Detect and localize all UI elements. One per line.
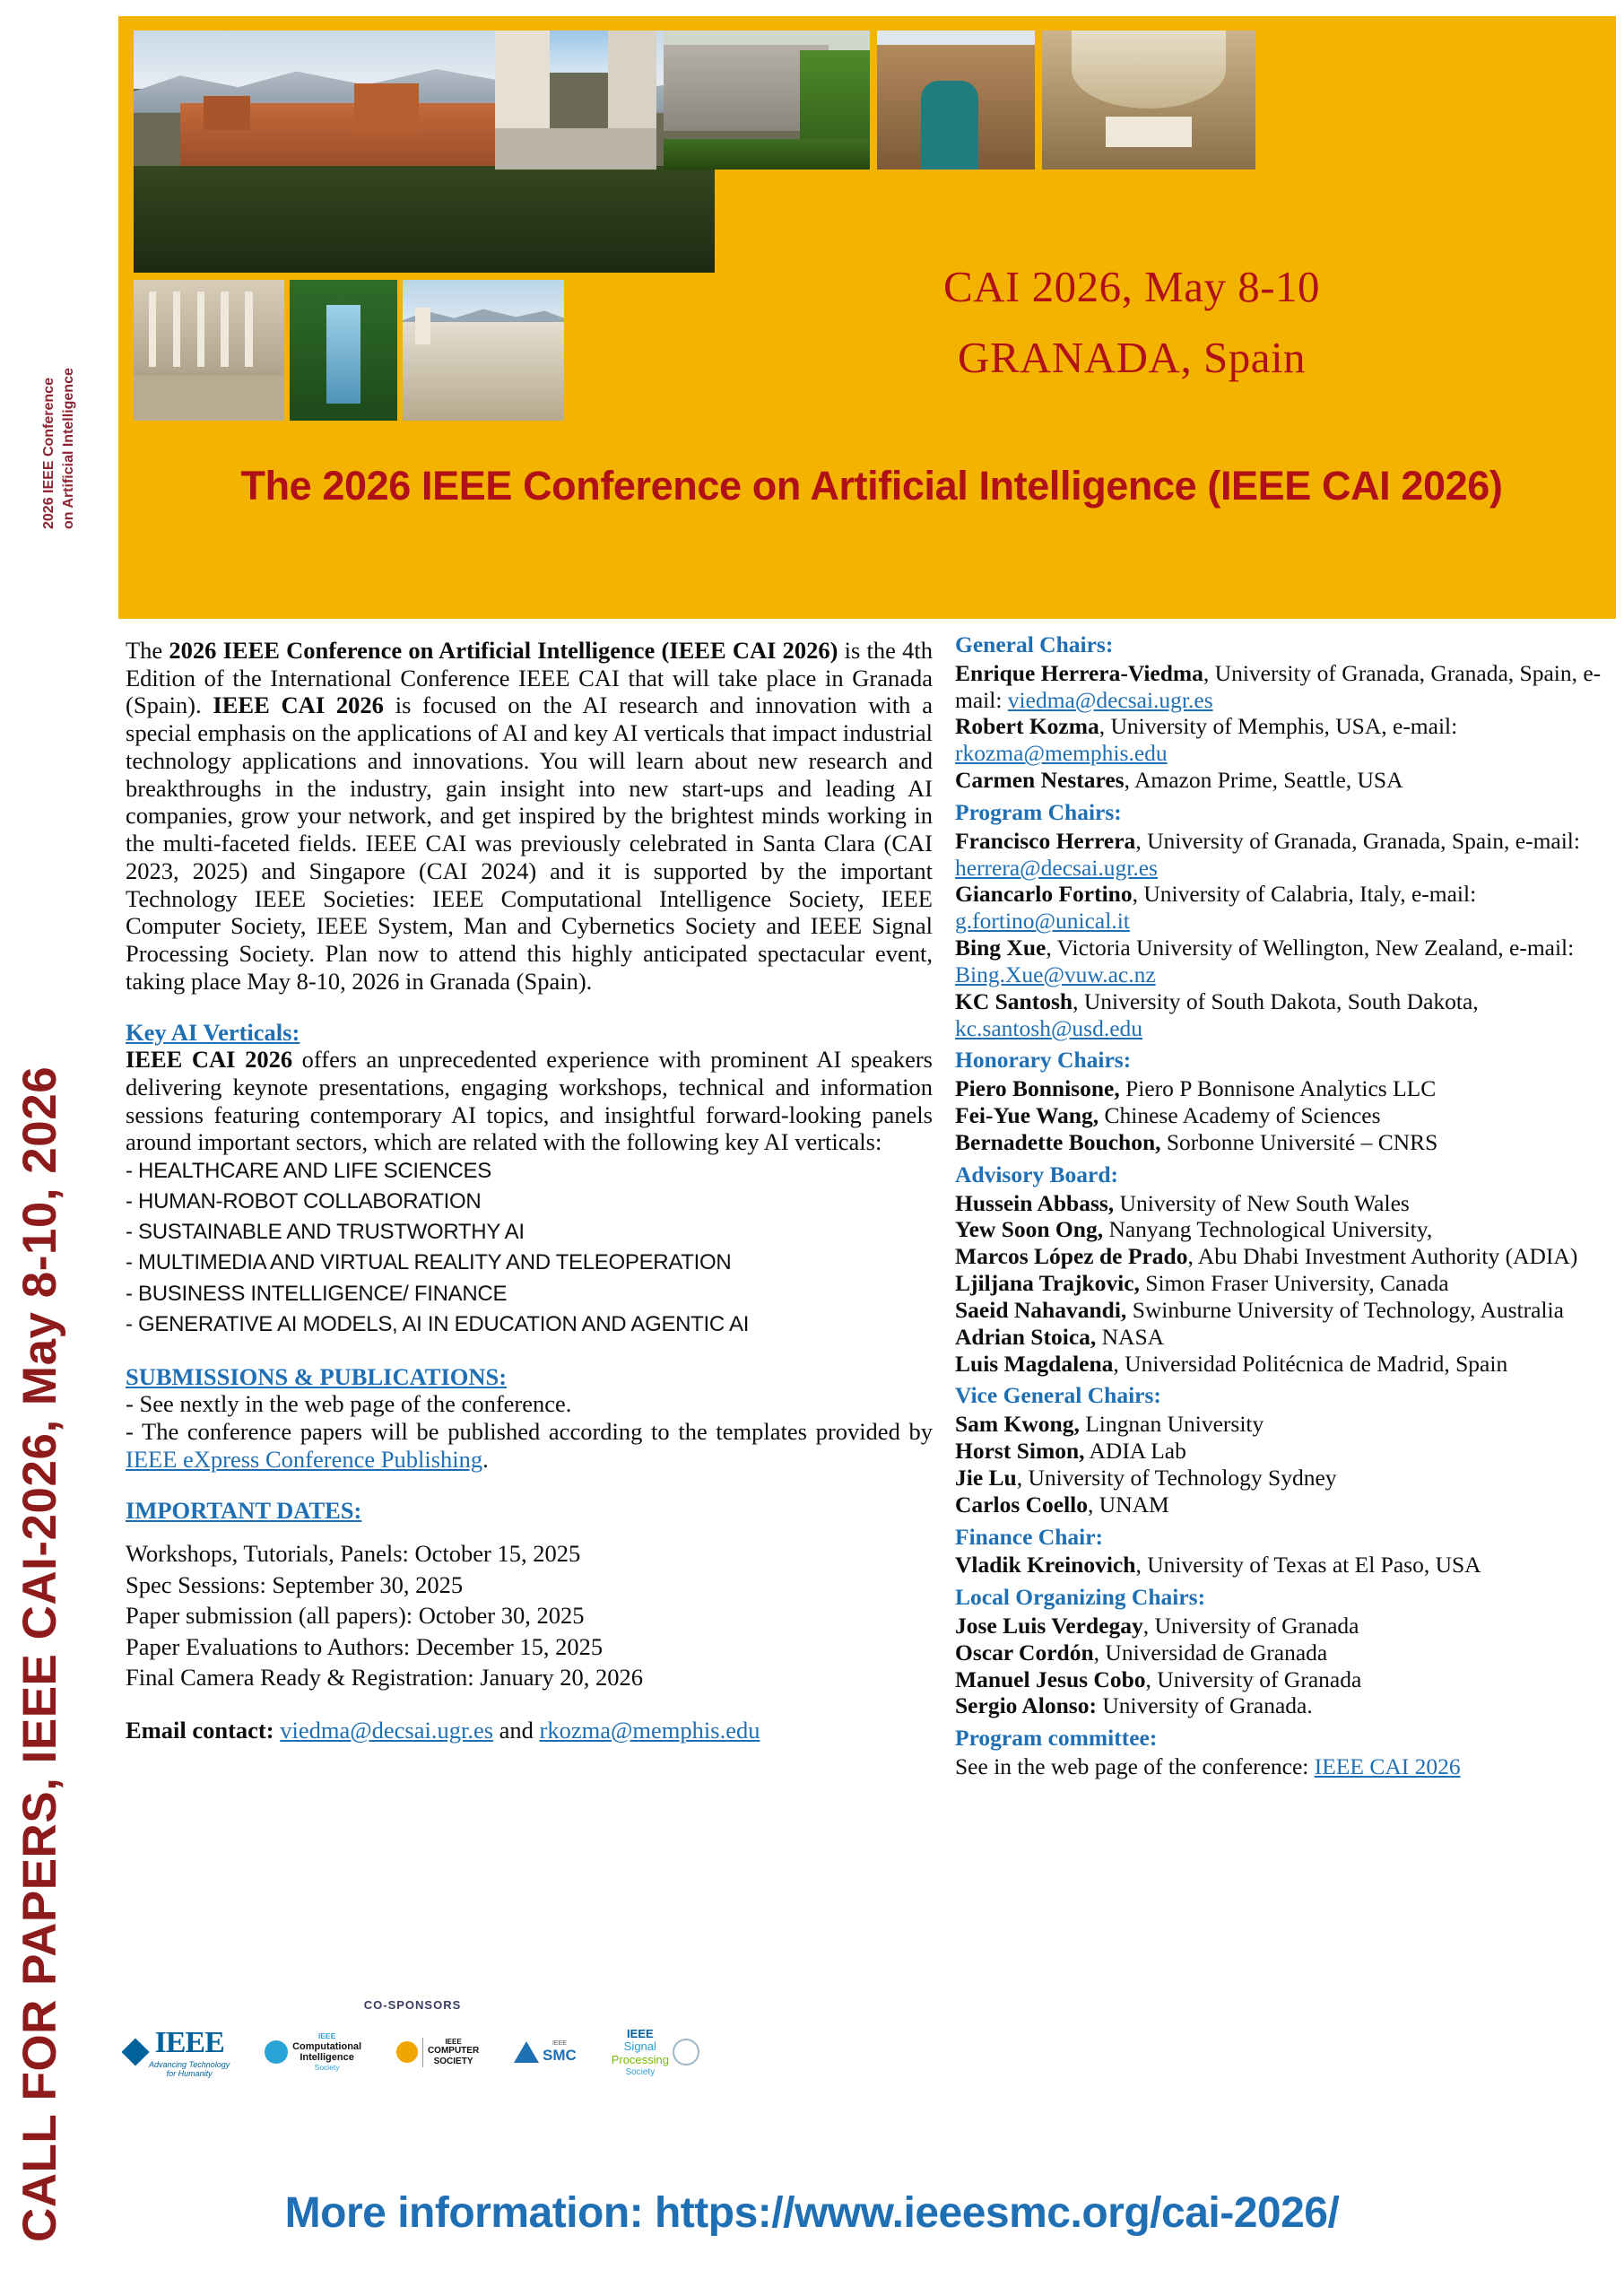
committee-member-affiliation: , University of Granada, Granada, Spain, e-mail: [955, 659, 1602, 713]
intro-t3: is focused on the AI research and innovation with a special emphasis on the applications of AI and key AI verticals that impact industrial technology applications and innovations. You will learn about new research and breakthroughs in the industry, gain insight into new start-ups and leading AI companies, grow your network, and get inspired by the brightest minds working in the multi-faceted fields. IEEE CAI was previously celebrated in Santa Clara (CAI 2023, 2025) and Singapore (CAI 2024) and it is supported by the important Technology IEEE Societies: IEEE Computational Intelligence Society, IEEE Computer Society, IEEE System, Man and Cybernetics Society and IEEE Signal Processing Society. Plan now to attend this highly anticipated spectacular event, taking place May 8-10, 2026 in Granada (Spain). [126, 691, 933, 995]
list-item [955, 1216, 1619, 1243]
committee-member-list [955, 1411, 1619, 1518]
computational-intelligence-society-logo [265, 2032, 361, 2073]
committee-member-name: Yew Soon Ong, [955, 1216, 1104, 1243]
list-item: - BUSINESS INTELLIGENCE/ FINANCE [126, 1281, 508, 1306]
list-item [955, 1102, 1619, 1129]
committee-member-link[interactable]: Bing.Xue@vuw.ac.nz [955, 961, 1156, 987]
computer-society-circle-icon [396, 2041, 418, 2063]
list-item: Paper submission (all papers): October 30, 2025 [126, 1602, 585, 1630]
committee-member-affiliation: , Victoria University of Wellington, New Zealand, e-mail: [1046, 935, 1575, 961]
committee-member-affiliation: University of New South Wales [1114, 1189, 1410, 1216]
committee-member-affiliation: Sorbonne Université – CNRS [1160, 1128, 1438, 1155]
albaicin-hillside-photo [403, 280, 564, 421]
committee-member-affiliation: , Amazon Prime, Seattle, USA [1124, 767, 1403, 794]
committee-member-affiliation: Chinese Academy of Sciences [1099, 1102, 1381, 1129]
committee-member-name: Adrian Stoica, [955, 1323, 1097, 1350]
list-item: Workshops, Tutorials, Panels: October 15, 2025 [126, 1540, 581, 1568]
committee-member-name: Carmen Nestares [955, 767, 1125, 794]
email-contact-line [126, 1717, 933, 1744]
cosponsors-block [126, 1998, 699, 2079]
cs-line-3: SOCIETY [433, 2057, 473, 2067]
list-item: Final Camera Ready & Registration: January 20, 2026 [126, 1664, 643, 1692]
email-contact-label: Email contact: [126, 1716, 274, 1744]
list-item [955, 1692, 1619, 1719]
submissions-line-2 [126, 1418, 933, 1473]
left-content-column [126, 637, 933, 1744]
committee-member-affiliation: , University of Memphis, USA, [1099, 713, 1387, 740]
stone-bridge-river-photo [664, 30, 870, 170]
committee-member-name: Manuel Jesus Cobo [955, 1665, 1146, 1692]
list-item: - HUMAN-ROBOT COLLABORATION [126, 1189, 482, 1214]
committee-member-affiliation: , University of Granada [1142, 1612, 1359, 1639]
committee-member-link[interactable]: kc.santosh@usd.edu [955, 1014, 1143, 1041]
conference-city-line: GRANADA, Spain [957, 333, 1307, 382]
committee-member-name: Vladik Kreinovich [955, 1552, 1136, 1578]
committee-member-affiliation: NASA [1096, 1323, 1165, 1350]
committee-member-name: Luis Magdalena [955, 1350, 1114, 1377]
cis-blob-icon [265, 2040, 288, 2064]
list-item [955, 1666, 1619, 1693]
committee-member-affiliation: , University of South Dakota, South Dakota, [1073, 987, 1479, 1014]
intro-b1: 2026 IEEE Conference on Artificial Intelligence (IEEE CAI 2026) [169, 637, 838, 664]
committee-member-affiliation: , Abu Dhabi Investment Authority (ADIA) [1187, 1243, 1578, 1270]
list-item: Spec Sessions: September 30, 2025 [126, 1570, 464, 1598]
cis-line-1: IEEE [317, 2031, 336, 2040]
committee-member-list [955, 1613, 1619, 1719]
committee-member-link[interactable]: viedma@decsai.ugr.es [1007, 686, 1213, 713]
committee-member-name: Bernadette Bouchon, [955, 1128, 1161, 1155]
committee-member-affiliation: , Universidad Politécnica de Madrid, Spain [1113, 1350, 1508, 1377]
cosponsor-logo-row [126, 2026, 699, 2079]
list-item: - MULTIMEDIA AND VIRTUAL REALITY AND TELEOPERATION [126, 1250, 732, 1275]
committee-member-name: Ljiljana Trajkovic, [955, 1270, 1140, 1297]
list-item [955, 1438, 1619, 1465]
committee-member-list [955, 828, 1619, 1042]
committee-member-list [955, 1753, 1619, 1780]
historic-library-photo [1042, 30, 1255, 170]
committee-section-heading: Vice General Chairs: [955, 1382, 1161, 1409]
list-item [955, 767, 1619, 794]
committee-member-name: Horst Simon, [955, 1438, 1085, 1465]
committee-member-name: Marcos López de Prado [955, 1243, 1188, 1270]
committee-member-list [955, 1075, 1619, 1155]
sps-line-1: IEEE [627, 2026, 654, 2040]
committee-member-name: Robert Kozma [955, 713, 1099, 740]
list-item [955, 713, 1619, 767]
committee-section-heading: Honorary Chairs: [955, 1047, 1132, 1074]
committee-member-name: Sergio Alonso: [955, 1692, 1097, 1719]
ieee-smc-logo [514, 2040, 577, 2065]
committee-section-heading: Advisory Board: [955, 1161, 1119, 1187]
committee-member-list [955, 1552, 1619, 1578]
committee-member-affiliation: , University of Technology Sydney [1016, 1464, 1337, 1491]
verticals-list [126, 1156, 933, 1339]
smc-line-2: SMC [543, 2046, 577, 2064]
committee-member-name: Fei-Yue Wang, [955, 1102, 1099, 1129]
committee-member-affiliation: ADIA Lab [1084, 1438, 1186, 1465]
list-item [955, 1639, 1619, 1666]
committee-section-heading: Finance Chair: [955, 1523, 1104, 1550]
cai-logo-subtitle-line1: 2026 IEEE Conference [41, 378, 56, 529]
right-content-column [955, 626, 1619, 1780]
more-information-url[interactable]: More information: https://www.ieeesmc.org/cai-2026/ [284, 2189, 1340, 2237]
committee-member-name: Hussein Abbass, [955, 1189, 1115, 1216]
verticals-intro-paragraph [126, 1046, 933, 1156]
committee-member-name: Carlos Coello [955, 1491, 1089, 1518]
committee-member-affiliation: University of Granada. [1096, 1692, 1313, 1719]
footer [0, 2188, 1624, 2238]
ieee-logo-wordmark: IEEE [154, 2026, 224, 2059]
intro-t2: is the 4th Edition of the International Conference IEEE CAI that will take place in Granada (Spain). [126, 637, 933, 719]
ieee-diamond-icon [121, 2039, 149, 2066]
committee-member-name: Giancarlo Fortino [955, 881, 1133, 908]
key-ai-verticals-heading-text: Key AI Verticals [126, 1018, 292, 1046]
cai-logo [25, 534, 106, 910]
committee-member-affiliation: Piero P Bonnisone Analytics LLC [1119, 1075, 1437, 1102]
committee-member-affiliation: , UNAM [1088, 1491, 1169, 1518]
committee-member-name: Saeid Nahavandi, [955, 1296, 1127, 1323]
list-item [955, 1129, 1619, 1156]
email-and: and [493, 1716, 540, 1744]
list-item [955, 881, 1619, 935]
list-item [955, 1613, 1619, 1639]
list-item: Paper Evaluations to Authors: December 15, 2025 [126, 1632, 604, 1660]
submissions-line-1: - See nextly in the web page of the conference. [126, 1390, 572, 1418]
committee-section-heading: Local Organizing Chairs: [955, 1584, 1206, 1611]
list-item [955, 1753, 1619, 1780]
alhambra-patio-fountain-photo [134, 280, 284, 421]
left-vertical-rail [0, 0, 118, 2296]
committee-member-affiliation: , Universidad de Granada [1093, 1639, 1328, 1665]
list-item [955, 1324, 1619, 1351]
cs-line-2: COMPUTER [427, 2046, 480, 2057]
committee-member-affiliation: , University of Granada [1145, 1665, 1362, 1692]
committee-member-affiliation: , University of Texas at El Paso, USA [1135, 1552, 1481, 1578]
cs-line-1: IEEE [445, 2037, 462, 2046]
committee-member-name: Sam Kwong, [955, 1411, 1080, 1438]
submissions-publications-heading: SUBMISSIONS & PUBLICATIONS: [126, 1362, 508, 1390]
cai-logo-subtitle-line2: on Artificial Intelligence [61, 368, 76, 529]
committee-section-heading: General Chairs: [955, 631, 1114, 657]
granada-street-photo [495, 30, 656, 170]
committee-member-list [955, 1190, 1619, 1378]
ieee-computer-society-logo [396, 2038, 479, 2068]
email-link-viedma[interactable]: viedma@decsai.ugr.es [280, 1716, 494, 1744]
list-item [955, 988, 1619, 1042]
list-item [955, 660, 1619, 714]
email-link-kozma[interactable]: rkozma@memphis.edu [539, 1716, 760, 1744]
poster-header [118, 16, 1616, 619]
call-for-papers-banner: CALL FOR PAPERS, IEEE CAI-2026, May 8-10, 2026 [13, 1065, 66, 2242]
list-item [955, 1492, 1619, 1518]
committee-member-list [955, 660, 1619, 794]
smc-triangle-icon [514, 2041, 539, 2063]
committee-member-name: KC Santosh [955, 987, 1073, 1014]
committee-member-affiliation: Simon Fraser University, Canada [1139, 1270, 1449, 1297]
list-item [955, 1411, 1619, 1438]
committee-member-affiliation: Lingnan University [1079, 1411, 1264, 1438]
key-ai-verticals-heading-colon: : [291, 1018, 300, 1046]
list-item: - GENERATIVE AI MODELS, AI IN EDUCATION AND AGENTIC AI [126, 1311, 750, 1336]
committee-member-name: Jose Luis Verdegay [955, 1612, 1143, 1639]
page-title: The 2026 IEEE Conference on Artificial Intelligence (IEEE CAI 2026) [240, 463, 1503, 509]
sps-globe-icon [673, 2039, 699, 2066]
committee-member-affiliation: , University of Granada, Granada, Spain, e-mail: [1135, 827, 1580, 854]
important-dates-heading: IMPORTANT DATES: [126, 1496, 362, 1524]
sps-line-4: Society [625, 2066, 656, 2077]
intro-t1: The [126, 637, 169, 664]
committee-member-name: Enrique Herrera-Viedma [955, 659, 1203, 686]
submissions-line-2-pre: - The conference papers will be published according to the templates provided by [126, 1418, 933, 1446]
verticals-intro-bold: IEEE CAI 2026 [126, 1046, 293, 1074]
committee-member-link[interactable]: herrera@decsai.ugr.es [955, 854, 1158, 881]
ieee-logo-tagline-1: Advancing Technology [149, 2060, 230, 2069]
list-item [955, 1243, 1619, 1270]
committee-member-name: Piero Bonnisone, [955, 1075, 1120, 1102]
submissions-line-2-post: . [482, 1445, 489, 1473]
committee-section-heading: Program committee: [955, 1725, 1158, 1752]
verticals-intro-text: offers an unprecedented experience with prominent AI speakers delivering keynote presentations, engaging workshops, technical and information sessions featuring contemporary AI topics, and insightful forward-looking panels around important sectors, which are related with the following key AI verticals: [126, 1046, 933, 1156]
conference-date-line: CAI 2026, May 8-10 [942, 262, 1321, 311]
list-item: - SUSTAINABLE AND TRUSTWORTHY AI [126, 1220, 525, 1245]
sps-line-2: Signal [623, 2039, 656, 2054]
ieee-express-publishing-link[interactable]: IEEE eXpress Conference Publishing [126, 1445, 483, 1473]
committee-member-affiliation: Nanyang Technological University, [1103, 1216, 1433, 1243]
committee-member-name: Bing Xue [955, 935, 1046, 961]
committee-member-affiliation: Swinburne University of Technology, Australia [1126, 1296, 1564, 1323]
committee-member-name: Jie Lu [955, 1464, 1017, 1491]
moorish-archway-photo [877, 30, 1035, 170]
committee-member-name: Francisco Herrera [955, 827, 1136, 854]
committee-member-affiliation-cont: e-mail: [1386, 713, 1458, 740]
list-item: - HEALTHCARE AND LIFE SCIENCES [126, 1159, 491, 1184]
list-item [955, 1270, 1619, 1297]
committee-member-link[interactable]: rkozma@memphis.edu [955, 740, 1168, 767]
list-item [955, 828, 1619, 882]
important-dates-list [126, 1538, 933, 1692]
list-item [955, 1075, 1619, 1102]
list-item [955, 1190, 1619, 1217]
committee-member-link[interactable]: g.fortino@unical.it [955, 908, 1130, 935]
cis-line-3: Intelligence [300, 2052, 354, 2064]
key-ai-verticals-heading [126, 1019, 933, 1047]
generalife-gardens-photo [290, 280, 397, 421]
committee-section-heading: Program Chairs: [955, 798, 1122, 825]
list-item [955, 1552, 1619, 1578]
cis-line-2: Computational [292, 2040, 362, 2052]
intro-paragraph [126, 637, 933, 996]
list-item [955, 1351, 1619, 1378]
list-item [955, 1297, 1619, 1324]
list-item [955, 935, 1619, 988]
ieee-logo [126, 2026, 230, 2079]
committee-member-link[interactable]: IEEE CAI 2026 [1314, 1753, 1461, 1780]
intro-b2: IEEE CAI 2026 [213, 691, 384, 719]
cosponsors-label: CO-SPONSORS [363, 1998, 462, 2012]
sps-line-3: Processing [611, 2053, 669, 2067]
committee-member-affiliation: , University of Calabria, Italy, e-mail: [1132, 881, 1477, 908]
smc-line-1: IEEE [551, 2039, 567, 2047]
list-item [955, 1465, 1619, 1492]
ieee-signal-processing-society-logo [612, 2028, 699, 2077]
cis-line-4: Society [314, 2062, 340, 2072]
ieee-logo-tagline-2: for Humanity [166, 2069, 213, 2079]
committee-member-affiliation: See in the web page of the conference: [955, 1753, 1315, 1780]
committee-member-name: Oscar Cordón [955, 1639, 1094, 1665]
